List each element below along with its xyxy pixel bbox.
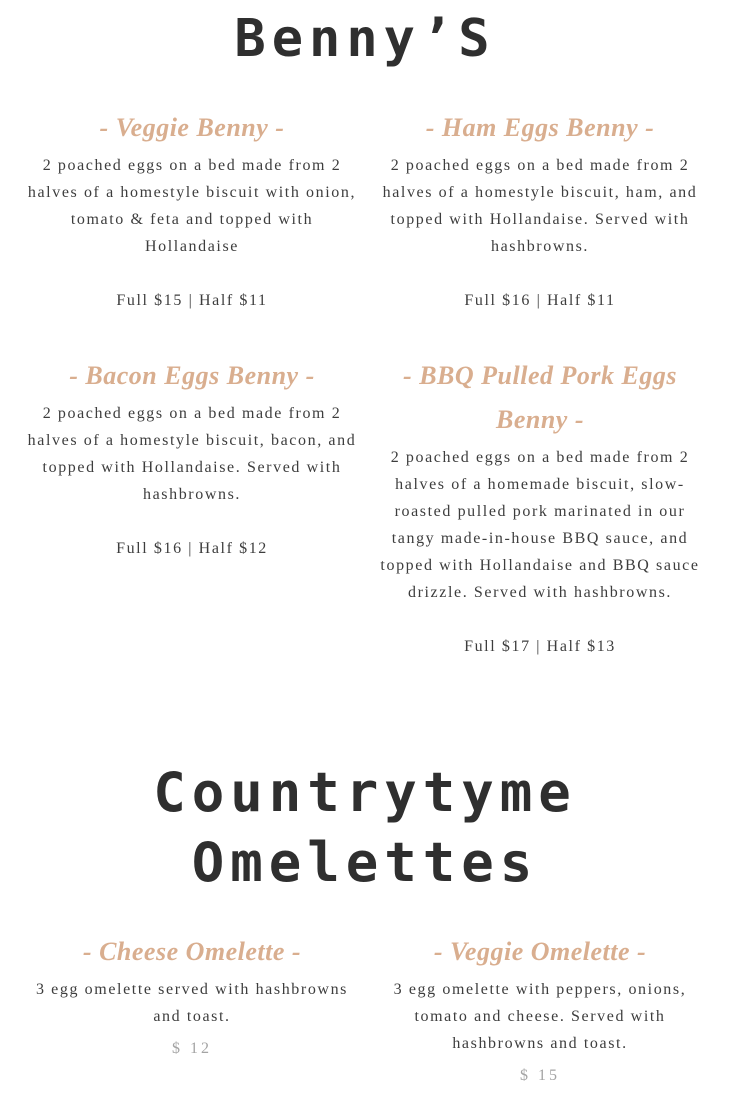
item-description: 3 egg omelette with peppers, onions, tomato and cheese. Served with hashbrowns and toast. (393, 981, 687, 1052)
item-price: $ 15 (520, 1067, 560, 1084)
item-price: Full $16 | Half $11 (464, 292, 616, 309)
item-description: 2 poached eggs on a bed made from 2 halves of a homestyle biscuit, bacon, and topped with Hollandaise. Served with hashbrowns. (27, 405, 357, 503)
item-name: - Ham Eggs Benny - (425, 113, 655, 142)
menu-item-cheese-omelette (27, 930, 357, 1062)
item-price: Full $17 | Half $13 (464, 638, 616, 655)
section-title-bennys: Benny’S (234, 9, 496, 69)
menu-item-veggie-omelette (375, 930, 705, 1089)
item-description: 2 poached eggs on a bed made from 2 halves of a homestyle biscuit, ham, and topped with Hollandaise. Served with hashbrowns. (382, 157, 698, 255)
item-description: 2 poached eggs on a bed made from 2 halves of a homestyle biscuit with onion, tomato & feta and topped with Hollandaise (27, 157, 357, 255)
item-name: - Bacon Eggs Benny - (69, 361, 315, 390)
menu-item-bbq-pulled-pork-eggs-benny (375, 354, 705, 660)
item-description: 3 egg omelette served with hashbrowns and toast. (35, 981, 349, 1025)
item-name: - Cheese Omelette - (82, 937, 302, 966)
item-description: 2 poached eggs on a bed made from 2 halves of a homemade biscuit, slow-roasted pulled pork marinated in our tangy made-in-house BBQ sauce, and topped with Hollandaise and BBQ sauce drizzle. Served with hashbrowns. (380, 449, 700, 601)
item-price: Full $16 | Half $12 (116, 540, 268, 557)
item-price: $ 12 (172, 1040, 212, 1057)
menu-item-veggie-benny (27, 106, 357, 314)
item-name: - Veggie Benny - (99, 113, 285, 142)
section-title-omelettes: Countrytyme Omelettes (153, 761, 577, 894)
item-price: Full $15 | Half $11 (116, 292, 268, 309)
menu-item-bacon-eggs-benny (27, 354, 357, 562)
menu-item-ham-eggs-benny (375, 106, 705, 314)
item-name: - BBQ Pulled Pork Eggs Benny - (403, 361, 677, 434)
item-name: - Veggie Omelette - (433, 937, 647, 966)
